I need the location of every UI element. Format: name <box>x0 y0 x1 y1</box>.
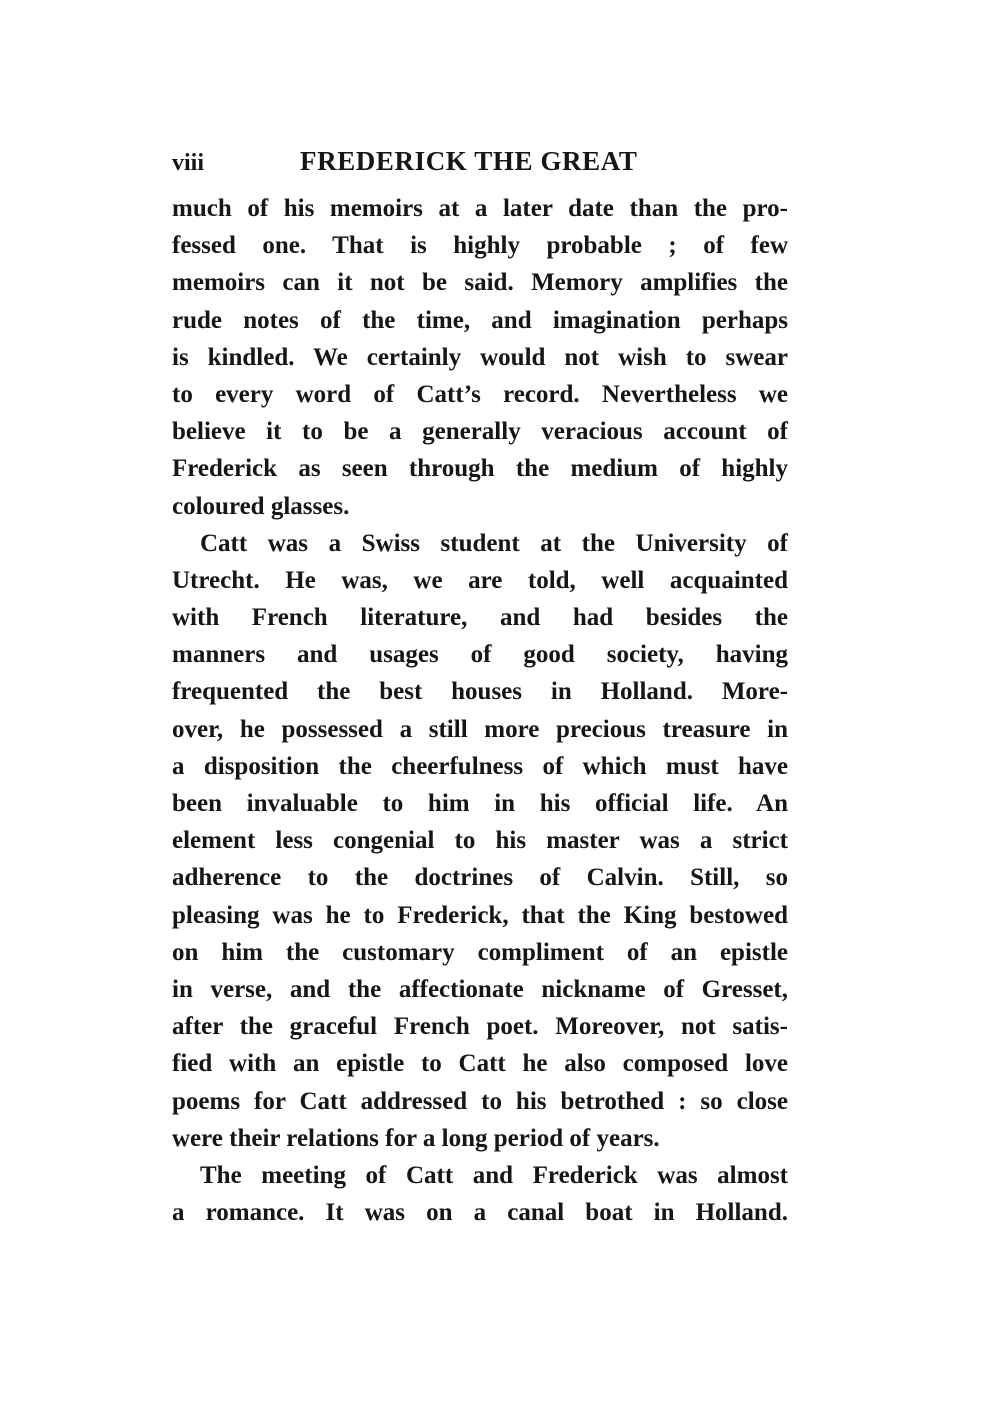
running-title: FREDERICK THE GREAT <box>300 146 638 176</box>
text-line: Frederick as seen through the medium of highly <box>172 455 788 483</box>
running-header <box>172 146 788 180</box>
text-line: on him the customary compliment of an epistle <box>172 938 788 966</box>
text-line: after the graceful French poet. Moreover, not satis- <box>172 1013 788 1041</box>
text-line: been invaluable to him in his official life. An <box>172 790 788 817</box>
text-line: a disposition the cheerfulness of which must have <box>172 752 788 780</box>
paragraph-1 <box>172 190 788 525</box>
body-text <box>172 190 788 1231</box>
text-line: pleasing was he to Frederick, that the King bestowed <box>172 901 788 929</box>
text-line: to every word of Catt’s record. Nevertheless we <box>172 380 788 408</box>
text-line: memoirs can it not be said. Memory amplifies the <box>172 269 788 297</box>
text-line: The meeting of Catt and Frederick was almost <box>200 1161 788 1189</box>
text-line: rude notes of the time, and imagination perhaps <box>172 306 788 334</box>
text-line: manners and usages of good society, having <box>172 641 788 669</box>
text-line: fied with an epistle to Catt he also composed love <box>172 1050 788 1078</box>
text-line: is kindled. We certainly would not wish to swear <box>172 343 788 371</box>
paragraph-3 <box>172 1157 788 1231</box>
text-line: a romance. It was on a canal boat in Holland. <box>172 1199 788 1227</box>
text-line: poems for Catt addressed to his betrothed : so close <box>172 1087 788 1115</box>
page-number: viii <box>172 150 205 176</box>
text-line: were their relations for a long period of years. <box>172 1124 660 1152</box>
text-line: in verse, and the affectionate nickname of Gresset, <box>172 975 788 1003</box>
text-line: element less congenial to his master was a strict <box>172 827 788 855</box>
text-line: frequented the best houses in Holland. More- <box>172 678 788 706</box>
text-line: fessed one. That is highly probable ; of few <box>172 232 788 260</box>
text-line: coloured glasses. <box>172 492 350 520</box>
text-line: over, he possessed a still more precious treasure in <box>172 715 788 743</box>
text-line: adherence to the doctrines of Calvin. Still, so <box>172 864 788 892</box>
text-line: Catt was a Swiss student at the University of <box>200 529 788 557</box>
text-line: believe it to be a generally veracious account of <box>172 418 788 446</box>
paragraph-2 <box>172 525 788 1157</box>
text-line: Utrecht. He was, we are told, well acquainted <box>172 566 788 594</box>
text-line: with French literature, and had besides the <box>172 604 788 632</box>
text-line: much of his memoirs at a later date than the pro- <box>172 195 788 222</box>
